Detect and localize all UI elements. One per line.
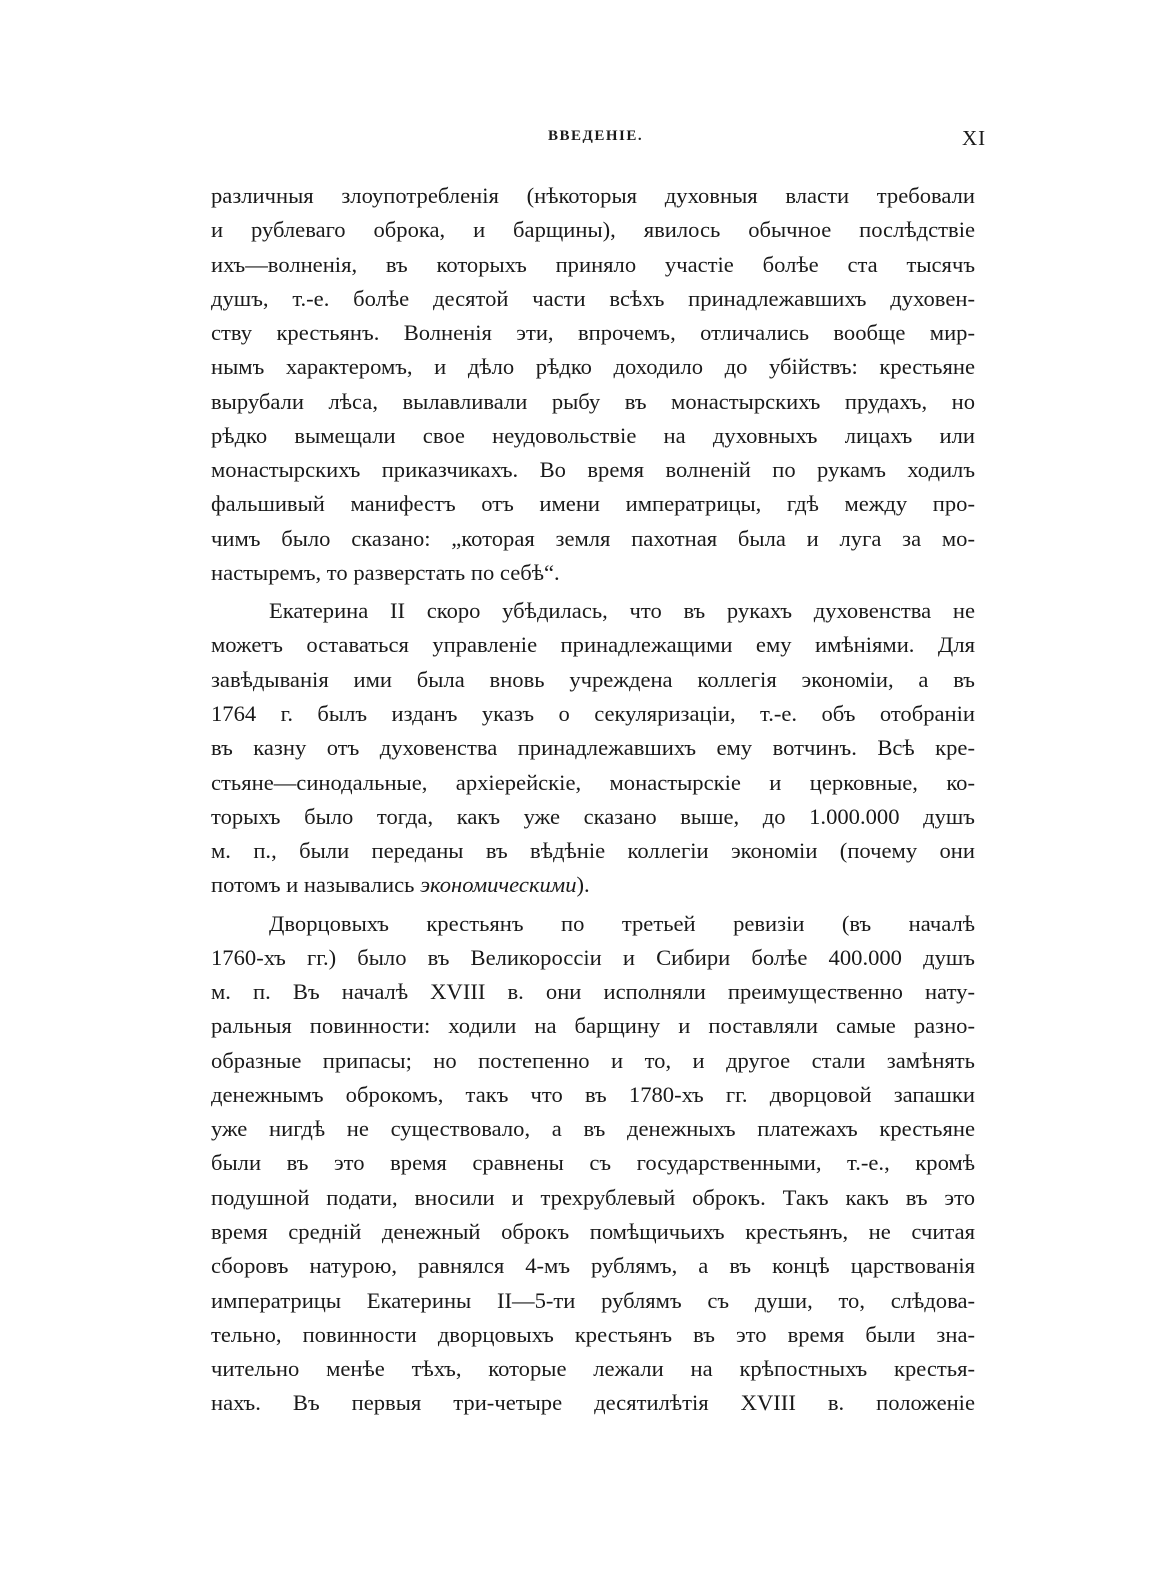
text-line-suffix: ). bbox=[576, 872, 590, 898]
text-line: уже нигдѣ не существовало, а въ денежныхъ платежахъ крестьяне bbox=[211, 1116, 975, 1142]
text-line: душъ, т.-е. болѣе десятой части всѣхъ принадлежавшихъ духовен- bbox=[211, 285, 975, 311]
text-line: монастырскихъ приказчикахъ. Во время волненій по рукамъ ходилъ bbox=[211, 457, 975, 483]
text-line: были въ это время сравнены съ государственными, т.-е., кромѣ bbox=[211, 1150, 975, 1176]
text-line: можетъ оставаться управленіе принадлежащими ему имѣніями. Для bbox=[211, 632, 975, 658]
text-line: стьяне—синодальные, архіерейскіе, монастырскіе и церковные, ко- bbox=[211, 769, 975, 795]
text-line: Екатерина II скоро убѣдилась, что въ рукахъ духовенства не bbox=[269, 598, 975, 624]
text-line: ихъ—волненія, въ которыхъ приняло участіе болѣе ста тысячъ bbox=[211, 251, 975, 277]
text-line: м. п. Въ началѣ XVIII в. они исполняли преимущественно нату- bbox=[211, 979, 975, 1005]
page-number: XI bbox=[962, 126, 987, 150]
text-line: торыхъ было тогда, какъ уже сказано выше, до 1.000.000 душъ bbox=[211, 803, 975, 829]
text-line: чительно менѣе тѣхъ, которые лежали на крѣпостныхъ крестья- bbox=[211, 1356, 975, 1382]
text-line: и рублеваго оброка, и барщины), явилось обычное послѣдствіе bbox=[211, 217, 975, 243]
text-line: 1764 г. былъ изданъ указъ о секуляризаціи, т.-е. объ отобраніи bbox=[211, 700, 975, 726]
paragraph-3 bbox=[211, 907, 975, 1421]
text-line: нахъ. Въ первыя три-четыре десятилѣтія XVIII в. положеніе bbox=[211, 1390, 975, 1416]
text-line bbox=[211, 868, 975, 902]
italic-term: экономическими bbox=[420, 872, 577, 898]
text-line: образные припасы; но постепенно и то, и другое стали замѣнять bbox=[211, 1047, 975, 1073]
text-line: завѣдыванія ими была вновь учреждена коллегія экономіи, а въ bbox=[211, 666, 975, 692]
text-line: различныя злоупотребленія (нѣкоторыя духовныя власти требовали bbox=[211, 183, 975, 208]
text-line: подушной подати, вносили и трехрублевый оброкъ. Такъ какъ въ это bbox=[211, 1184, 975, 1210]
text-line: чимъ было сказано: „которая земля пахотная была и луга за мо- bbox=[211, 525, 975, 551]
paragraph-2 bbox=[211, 594, 975, 902]
text-line: тельно, повинности дворцовыхъ крестьянъ въ это время были зна- bbox=[211, 1321, 975, 1347]
running-title: ВВЕДЕНIЕ. bbox=[548, 128, 644, 144]
text-line: въ казну отъ духовенства принадлежавшихъ ему вотчинъ. Всѣ кре- bbox=[211, 735, 975, 761]
text-line: денежнымъ оброкомъ, такъ что въ 1780-хъ гг. дворцовой запашки bbox=[211, 1081, 975, 1107]
text-line: сборовъ натурою, равнялся 4-мъ рублямъ, а въ концѣ царствованія bbox=[211, 1253, 975, 1279]
text-line: фальшивый манифестъ отъ имени императрицы, гдѣ между про- bbox=[211, 491, 975, 517]
text-line: императрицы Екатерины II—5-ти рублямъ съ души, то, слѣдова- bbox=[211, 1287, 975, 1313]
text-line: вырубали лѣса, вылавливали рыбу въ монастырскихъ прудахъ, но bbox=[211, 388, 975, 414]
text-line: рѣдко вымещали свое неудовольствіе на духовныхъ лицахъ или bbox=[211, 422, 975, 448]
text-line: Дворцовыхъ крестьянъ по третьей ревизіи (въ началѣ bbox=[269, 910, 975, 936]
text-line-prefix: потомъ и назывались bbox=[211, 872, 421, 898]
text-line: время средній денежный оброкъ помѣщичьихъ крестьянъ, не считая bbox=[211, 1218, 975, 1244]
body-text bbox=[211, 179, 975, 1421]
paragraph-1 bbox=[211, 179, 975, 590]
running-head bbox=[0, 128, 1163, 158]
text-line: 1760-хъ гг.) было въ Великороссіи и Сибири болѣе 400.000 душъ bbox=[211, 944, 975, 970]
text-line: нымъ характеромъ, и дѣло рѣдко доходило до убійствъ: крестьяне bbox=[211, 354, 975, 380]
text-line: м. п., были переданы въ вѣдѣніе коллегіи экономіи (почему они bbox=[211, 838, 975, 864]
text-line: ству крестьянъ. Волненія эти, впрочемъ, отличались вообще мир- bbox=[211, 320, 975, 346]
text-line: настыремъ, то разверстать по себѣ“. bbox=[211, 559, 560, 585]
text-line: ральныя повинности: ходили на барщину и поставляли самые разно- bbox=[211, 1013, 975, 1039]
